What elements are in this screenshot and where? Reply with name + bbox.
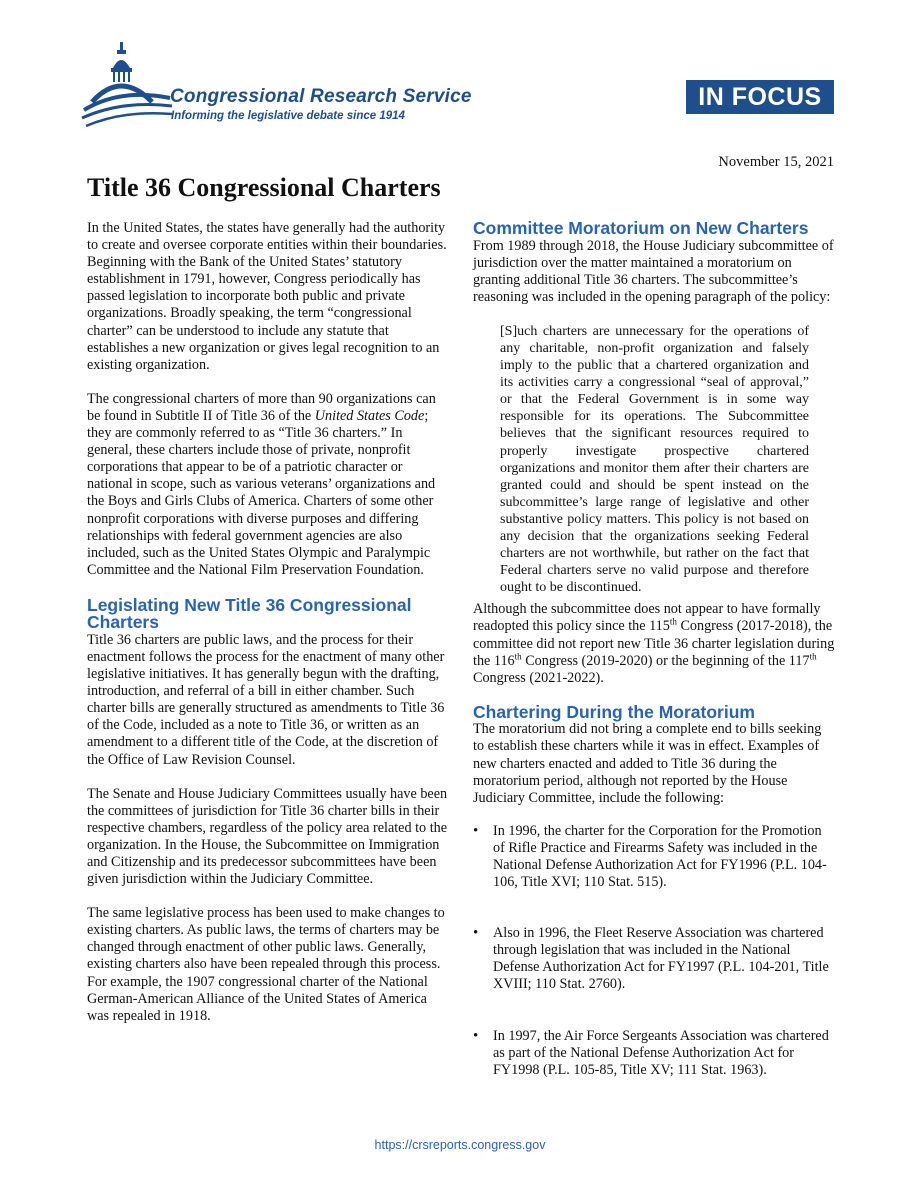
mor-p2-text-4: Congress (2021-2022). xyxy=(473,669,604,686)
mor-p2-text-3: Congress (2019-2020) or the beginning of the 117 xyxy=(521,652,810,669)
page-header xyxy=(0,0,920,150)
chartering-paragraph-1: The moratorium did not bring a complete end to bills seeking to establish these charters while it was in effect. Examples of new charters enacted and added to Title 36 during the moratorium period, although not reported by the House Judiciary Committee, include the following: xyxy=(473,721,822,806)
list-item: • Also in 1996, the Fleet Reserve Association was chartered through legislation that was included in the National Defense Authorization Act for FY1997 (P.L. 104-201, Title XVIII; 110 Stat. 2760). xyxy=(473,925,835,993)
heading-legislating: Legislating New Title 36 Congressional Charters xyxy=(87,594,412,633)
heading-moratorium: Committee Moratorium on New Charters xyxy=(473,218,809,238)
charter-examples-list xyxy=(473,823,835,1079)
legislating-paragraph-2: The Senate and House Judiciary Committees usually have been the committees of jurisdiction for Title 36 charter bills in their respective chambers, regardless of the policy area related to the organization. In the House, the Subcommittee on Immigration and Citizenship and its predecessor subcommittees have been given jurisdiction within the Judiciary Committee. xyxy=(87,785,448,888)
in-focus-badge: IN FOCUS xyxy=(686,80,834,114)
org-tagline: Informing the legislative debate since 1914 xyxy=(171,110,405,122)
heading-chartering: Chartering During the Moratorium xyxy=(473,701,755,722)
capitol-dome-logo-icon xyxy=(80,40,175,130)
moratorium-paragraph-1: From 1989 through 2018, the House Judiciary subcommittee of jurisdiction over the matter maintained a moratorium on granting additional Title 36 charters. The subcommittee’s reasoning was included in the opening paragraph of the policy: xyxy=(473,237,834,305)
list-item: • In 1997, the Air Force Sergeants Association was chartered as part of the National Defense Authorization Act for FY1998 (P.L. 105-85, Title XV; 111 Stat. 1963). xyxy=(473,1028,835,1079)
page-title: Title 36 Congressional Charters xyxy=(87,173,441,202)
intro-paragraph-1: In the United States, the states have generally had the authority to create and oversee corporate entities within their boundaries. Beginning with the Bank of the United States’ statutory establishment in 1791, however, Congress periodically has passed legislation to incorporate both public and private organizations. Broadly speaking, the term “congressional charter” can be understood to include any statute that establishes a new organization or gives legal recognition to an existing organization. xyxy=(87,220,447,373)
legislating-paragraph-1: Title 36 charters are public laws, and the process for their enactment follows the process for the enactment of many other legislative initiatives. It has generally begun with the drafting, introduction, and referral of a bill in either chamber. Such charter bills are generally structured as amendments to Title 36 of the Code, included as a note to Title 36, or written as an amendment to a different title of the Code, at the discretion of the Office of Law Revision Counsel. xyxy=(87,631,445,768)
list-item: • In 1996, the charter for the Corporation for the Promotion of Rifle Practice and Firearms Safety was included in the National Defense Authorization Act for FY1996 (P.L. 104-106, Title XVI; 110 Stat. 515). xyxy=(473,823,835,891)
publication-date: November 15, 2021 xyxy=(718,154,834,170)
mor-p2-text-1: Although the subcommittee does not appear to have formally readopted this policy since the 115 xyxy=(473,601,821,635)
intro-paragraph-2 xyxy=(87,391,450,579)
left-column xyxy=(87,220,450,1025)
right-column xyxy=(473,220,835,1113)
intro-p2-text-b: ; they are commonly referred to as “Title 36 charters.” In general, these charters include those of private, nonprofit corporations that appear to be of a patriotic character or national in scope, such as various veterans’ organizations and the Boys and Girls Clubs of America. Charters of some other nonprofit corporations with diverse purposes and differing relationships with federal government agencies are also included, such as the United States Olympic and Paralympic Committee and the National Film Preservation Foundation. xyxy=(87,407,436,578)
ordinal-sup: th xyxy=(809,650,817,661)
ordinal-sup: th xyxy=(669,616,677,627)
org-name: Congressional Research Service xyxy=(170,86,472,107)
mor-p2-text-2: Congress (2017-2018), the committee did not report new Title 36 charter legislation during the 116 xyxy=(473,618,835,669)
intro-p2-text-a: The congressional charters of more than 90 organizations can be found in Subtitle II of Title 36 of the xyxy=(87,390,436,424)
footer-url-link[interactable]: https://crsreports.congress.gov xyxy=(374,1138,546,1152)
policy-quote: [S]uch charters are unnecessary for the operations of any charitable, non-profit organization and falsely imply to the public that a chartered organization and its activities carry a congressional “seal of approval,” or that the Federal Government is in some way responsible for its operations. The Subcommittee believes that the significant resources required to properly investigate prospective chartered organizations and monitor them after their charters are granted could and should be spent instead on the subcommittee’s large range of legislative and other substantive policy matters. This policy is not based on any decision that the organizations seeking Federal charters are not worthwhile, but rather on the fact that Federal charters serve no valid purpose and therefore ought to be discontinued. xyxy=(500,323,809,596)
moratorium-paragraph-2 xyxy=(473,601,835,686)
us-code-italic: United States Code xyxy=(314,407,425,424)
ordinal-sup: th xyxy=(514,650,522,661)
legislating-paragraph-3: The same legislative process has been used to make changes to existing charters. As public laws, the terms of charters may be changed through enactment of other public laws. Generally, existing charters also have been repealed through this process. For example, the 1907 congressional charter of the National German-American Alliance of the United States of America was repealed in 1918. xyxy=(87,905,445,1024)
